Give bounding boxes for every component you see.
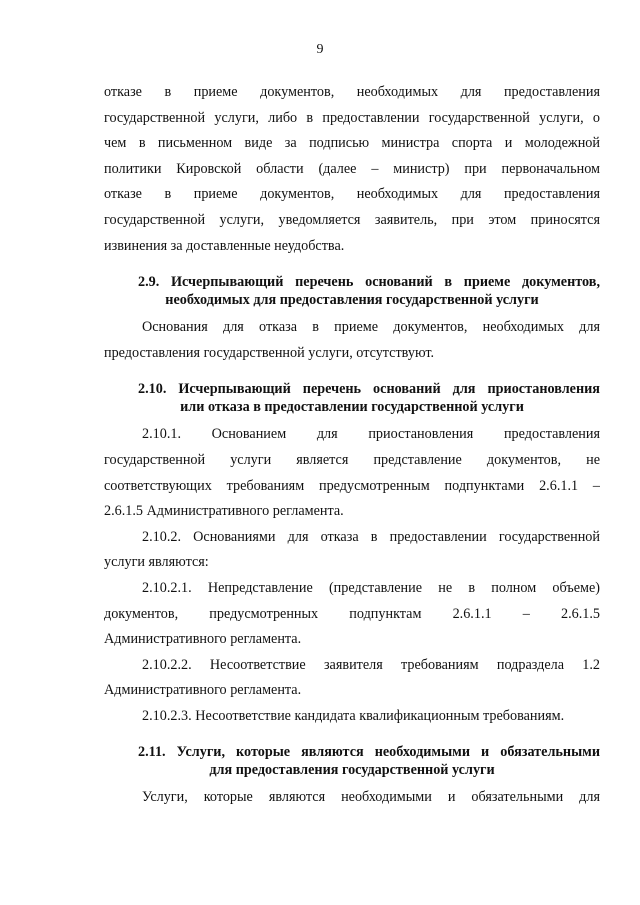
paragraph-2-10-2-1 [104, 576, 600, 653]
paragraph-2-10-2-3 [104, 704, 600, 730]
paragraph-2-9 [104, 315, 600, 366]
text-line: услуги являются: [104, 554, 209, 571]
text-line: Административного регламента. [104, 631, 302, 648]
text-line: Основания для отказа в приеме документов, необходимых для [142, 319, 600, 336]
text-line: 2.6.1.5 Административного регламента. [104, 503, 344, 520]
text-line: отказе в приеме документов, необходимых для предоставления [104, 186, 600, 203]
page-number: 9 [316, 42, 324, 57]
text-line: 2.10.1. Основанием для приостановления предоставления [142, 426, 600, 443]
paragraph-2-11 [104, 785, 600, 811]
text-line: соответствующих требованиям предусмотренным подпунктами 2.6.1.1 – [104, 477, 600, 494]
text-line: 2.10.2.2. Несоответствие заявителя требованиям подраздела 1.2 [142, 656, 600, 673]
text-line: 2.10.2.3. Несоответствие кандидата квалификационным требованиям. [142, 707, 565, 724]
text-line: 2.10.2. Основаниями для отказа в предоставлении государственной [142, 528, 600, 545]
section-heading-2-11 [104, 743, 600, 779]
text-line: предоставления государственной услуги, отсутствуют. [104, 344, 435, 361]
text-line: отказе в приеме документов, необходимых для предоставления [104, 84, 600, 100]
text-line: документов, предусмотренных подпунктам 2.6.1.1 – 2.6.1.5 [104, 605, 600, 622]
heading-line: 2.11. Услуги, которые являются необходимыми и обязательными [138, 744, 600, 761]
text-line: государственной услуги, уведомляется заявитель, при этом приносятся [104, 211, 600, 228]
text-line: Административного регламента. [104, 682, 302, 699]
heading-line: необходимых для предоставления государственной услуги [165, 292, 539, 309]
text-line: извинения за доставленные неудобства. [104, 237, 345, 254]
paragraph-refusal-notice [104, 80, 600, 259]
text-line: государственной услуги, либо в предоставлении государственной услуги, о [104, 109, 600, 126]
page-content [104, 80, 600, 811]
section-heading-2-9 [104, 273, 600, 309]
paragraph-2-10-2-2 [104, 653, 600, 704]
heading-line: 2.9. Исчерпывающий перечень оснований в приеме документов, [138, 274, 600, 291]
text-line: государственной услуги является представление документов, не [104, 451, 600, 468]
text-line: чем в письменном виде за подписью министра спорта и молодежной [104, 135, 600, 152]
text-line: 2.10.2.1. Непредставление (представление не в полном объеме) [142, 579, 600, 596]
paragraph-2-10-1 [104, 422, 600, 524]
heading-line: 2.10. Исчерпывающий перечень оснований для приостановления [138, 381, 600, 398]
section-heading-2-10 [104, 380, 600, 416]
text-line: политики Кировской области (далее – министр) при первоначальном [104, 160, 600, 177]
paragraph-2-10-2 [104, 525, 600, 576]
text-line: Услуги, которые являются необходимыми и обязательными для [142, 789, 600, 806]
heading-line: или отказа в предоставлении государственной услуги [180, 399, 524, 416]
heading-line: для предоставления государственной услуги [209, 762, 495, 779]
